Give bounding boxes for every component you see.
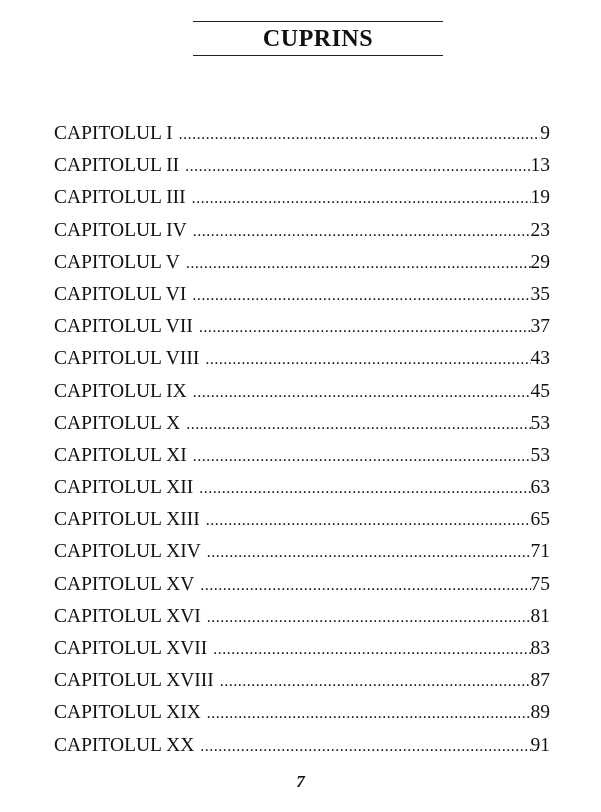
dot-leader — [205, 344, 530, 376]
toc-entry-label: CAPITOLUL XVIII — [54, 670, 214, 692]
toc-entry[interactable] — [54, 440, 550, 472]
toc-entry[interactable] — [54, 215, 550, 247]
toc-entry-label: CAPITOLUL XV — [54, 573, 195, 595]
toc-entry-label: CAPITOLUL XVI — [54, 605, 201, 627]
toc-entry-page: 13 — [530, 155, 550, 177]
title-rule-top — [193, 21, 443, 22]
toc-entry-label: CAPITOLUL I — [54, 123, 173, 144]
table-of-contents — [54, 118, 550, 762]
toc-entry[interactable] — [54, 376, 550, 408]
title-rule-bottom — [193, 55, 443, 56]
toc-entry-page: 53 — [530, 444, 550, 466]
toc-entry[interactable] — [54, 569, 550, 601]
dot-leader — [186, 409, 530, 441]
dot-leader — [206, 505, 531, 537]
dot-leader — [192, 183, 531, 215]
dot-leader — [192, 280, 530, 312]
toc-entry-label: CAPITOLUL XX — [54, 734, 195, 756]
toc-entry-page: 9 — [540, 123, 550, 144]
dot-leader — [207, 602, 531, 634]
toc-entry-label: CAPITOLUL VII — [54, 316, 193, 338]
toc-entry-label: CAPITOLUL IX — [54, 380, 187, 402]
toc-entry[interactable] — [54, 697, 550, 729]
dot-leader — [213, 634, 530, 666]
toc-entry-label: CAPITOLUL XII — [54, 477, 194, 499]
toc-entry[interactable] — [54, 536, 550, 568]
toc-entry-label: CAPITOLUL X — [54, 412, 181, 434]
toc-entry-page: 19 — [530, 187, 550, 209]
toc-entry-label: CAPITOLUL XI — [54, 444, 187, 466]
dot-leader — [185, 151, 530, 183]
toc-entry-page: 71 — [530, 541, 550, 563]
toc-entry[interactable] — [54, 279, 550, 311]
dot-leader — [200, 570, 530, 602]
toc-entry-label: CAPITOLUL XIV — [54, 541, 201, 563]
dot-leader — [199, 473, 530, 505]
dot-leader — [193, 377, 531, 409]
dot-leader — [200, 731, 530, 763]
toc-entry-page: 75 — [530, 573, 550, 595]
toc-entry-page: 81 — [530, 605, 550, 627]
toc-entry-label: CAPITOLUL VI — [54, 283, 187, 305]
toc-entry-page: 53 — [530, 412, 550, 434]
dot-leader — [179, 119, 541, 151]
toc-entry-label: CAPITOLUL V — [54, 251, 180, 273]
toc-entry-page: 83 — [530, 638, 550, 659]
toc-entry-page: 37 — [530, 316, 550, 338]
dot-leader — [193, 216, 531, 248]
toc-entry[interactable] — [54, 504, 550, 536]
toc-entry[interactable] — [54, 601, 550, 633]
toc-entry-page: 45 — [530, 380, 550, 402]
toc-entry-page: 87 — [530, 670, 550, 692]
dot-leader — [220, 666, 531, 698]
toc-entry-label: CAPITOLUL XIII — [54, 509, 200, 531]
toc-entry-label: CAPITOLUL XVII — [54, 638, 208, 659]
toc-entry[interactable] — [54, 665, 550, 697]
page-number: 7 — [296, 772, 305, 791]
dot-leader — [199, 312, 531, 344]
dot-leader — [207, 537, 531, 569]
toc-entry-label: CAPITOLUL IV — [54, 219, 187, 241]
dot-leader — [186, 248, 531, 280]
toc-entry-page: 29 — [530, 251, 550, 273]
toc-entry[interactable] — [54, 118, 550, 150]
toc-entry[interactable] — [54, 730, 550, 762]
toc-entry-page: 91 — [530, 734, 550, 756]
toc-entry-label: CAPITOLUL III — [54, 187, 186, 209]
dot-leader — [193, 441, 531, 473]
toc-entry-page: 23 — [530, 219, 550, 241]
toc-entry[interactable] — [54, 472, 550, 504]
toc-entry-page: 63 — [530, 477, 550, 499]
toc-entry[interactable] — [54, 150, 550, 182]
toc-entry[interactable] — [54, 311, 550, 343]
toc-entry[interactable] — [54, 633, 550, 665]
toc-entry-page: 89 — [530, 702, 550, 724]
toc-entry-page: 35 — [530, 283, 550, 305]
toc-entry-page: 43 — [530, 348, 550, 370]
toc-entry-label: CAPITOLUL VIII — [54, 348, 200, 370]
page-title: CUPRINS — [262, 26, 374, 52]
toc-entry[interactable] — [54, 182, 550, 214]
toc-entry-page: 65 — [530, 509, 550, 531]
toc-entry-label: CAPITOLUL XIX — [54, 702, 201, 724]
toc-entry-label: CAPITOLUL II — [54, 155, 180, 177]
toc-entry[interactable] — [54, 247, 550, 279]
toc-entry[interactable] — [54, 343, 550, 375]
dot-leader — [207, 698, 531, 730]
toc-entry[interactable] — [54, 408, 550, 440]
